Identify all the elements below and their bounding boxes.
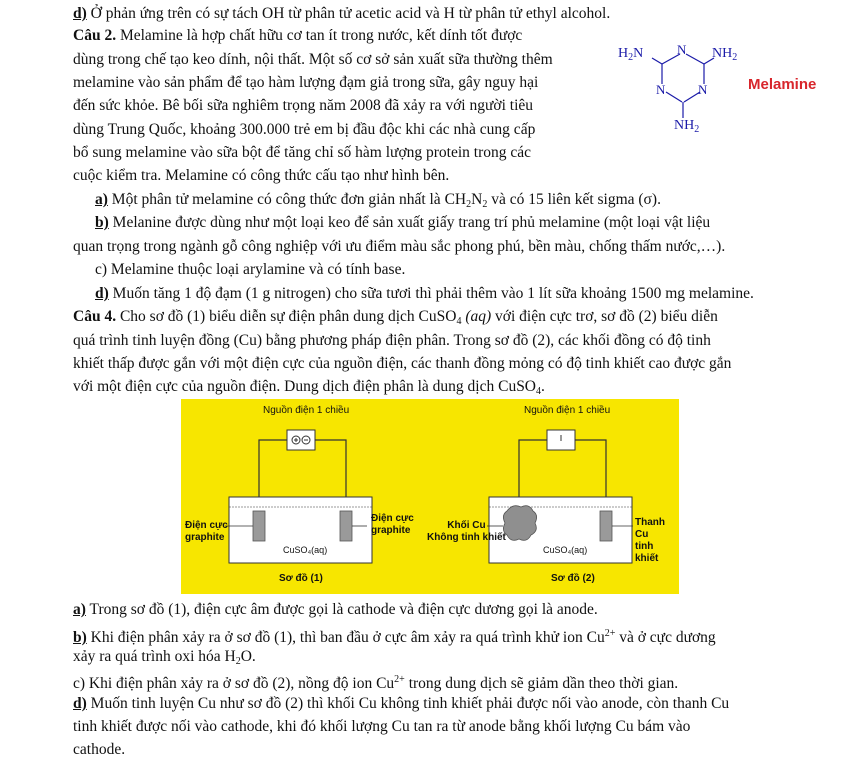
q4-statement-b-line-1: b) Khi điện phân xảy ra ở sơ đồ (1), thì ban đầu ở cực âm xảy ra quá trình khử ion $Cu^{2+}$ và ở cực dương: [73, 628, 716, 646]
q4-statement-a: a) Trong sơ đồ (1), điện cực âm được gọi là cathode và điện cực dương gọi là anode.: [73, 601, 598, 618]
q4-line-3: khiết thấp được gắn với một điện cực của nguồn điện, các thanh đồng mỏng có độ tinh khiết cao được gắn: [73, 355, 732, 372]
q4-title: Câu 4.: [73, 308, 117, 325]
d1-caption: Sơ đồ (1): [279, 573, 323, 584]
q2-line-7: cuộc kiểm tra. Melamine có công thức cấu tạo như hình bên.: [73, 167, 450, 184]
d2-impure-label: Khối Cu Không tinh khiết: [427, 520, 506, 543]
d1-right-electrode-label: Điện cực graphite: [371, 513, 414, 536]
melamine-label: Melamine: [748, 76, 817, 93]
power-source-1: [287, 430, 315, 450]
d2-solution-label: CuSO₄(aq): [543, 545, 588, 555]
ring-n-top: N: [677, 42, 687, 57]
ring-n-left: N: [656, 82, 666, 97]
statement-d-prev: [73, 4, 610, 24]
electrolysis-diagram: [181, 399, 679, 594]
q4-statement-d-line-2: tinh khiết được nối vào cathode, khi đó khối lượng Cu tan ra từ anode bằng khối lượng Cu bám vào: [73, 718, 691, 735]
q2-line-4: đến sức khỏe. Bê bối sữa nghiêm trọng năm 2008 đã xảy ra với người tiêu: [73, 97, 534, 114]
q2-line-5: dùng Trung Quốc, khoảng 300.000 trẻ em bị đầu độc khi các nhà cung cấp: [73, 121, 536, 138]
pure-cu-bar: [600, 511, 612, 541]
option-label: a): [73, 601, 86, 618]
q4-line-2: quá trình tinh luyện đồng (Cu) bằng phương pháp điện phân. Trong sơ đồ (2), các khối đồng có độ tinh: [73, 332, 711, 349]
electrolysis-diagram-svg: [181, 399, 679, 594]
q2-statement-d: d) Muốn tăng 1 độ đạm (1 g nitrogen) cho sữa tươi thì phải thêm vào 1 lít sữa khoảng 1500 mg melamine.: [95, 285, 754, 302]
q4-line-1: Câu 4. Cho sơ đồ (1) biểu diễn sự điện phân dung dịch CuSO$_4$ (aq) với điện cực trơ, sơ đồ (2) biểu diễn: [73, 308, 718, 327]
ring-n-right: N: [698, 82, 708, 97]
d2-pure-label: Thanh Cu tinh khiết: [635, 517, 665, 564]
d1-left-electrode-label: Điện cực graphite: [185, 520, 228, 543]
q2-line-6: bổ sung melamine vào sữa bột để tăng chỉ số hàm lượng protein trong các: [73, 144, 532, 161]
q4-statement-b-line-2: xảy ra quá trình oxi hóa $H_2O$.: [73, 648, 256, 667]
q2-statement-c: c) Melamine thuộc loại arylamine và có tính base.: [95, 261, 406, 278]
option-label: d): [95, 285, 109, 302]
nh2-group-bottom: $NH_2$: [674, 118, 700, 135]
statement-text: Ở phản ứng trên có sự tách OH từ phân tử acetic acid và H từ phân tử ethyl alcohol.: [86, 5, 611, 22]
option-label: b): [95, 214, 109, 231]
nh2-group-right: $NH_2$: [712, 46, 738, 63]
q2-statement-a: a) Một phân tử melamine có công thức đơn giản nhất là $CH_2N_2$ và có 15 liên kết sigma (σ).: [95, 191, 661, 210]
q2-line-3: melamine vào sản phẩm để tạo hàm lượng đạm giả trong sữa, gây nguy hại: [73, 74, 539, 91]
q4-statement-d-line-1: d) Muốn tinh luyện Cu như sơ đồ (2) thì khối Cu không tinh khiết phải được nối vào anode, còn thanh Cu: [73, 695, 730, 712]
graphite-electrode-right: [340, 511, 352, 541]
q2-title: Câu 2.: [73, 27, 117, 44]
d2-source-label: Nguồn điện 1 chiều: [524, 405, 611, 416]
q2-statement-b-line-2: quan trọng trong ngành gỗ công nghiệp với ưu điểm màu sắc phong phú, bền màu, chống thấm nước,…).: [73, 238, 726, 255]
option-label: b): [73, 629, 87, 646]
h2n-group: $H_2N$: [618, 46, 644, 63]
melamine-structure: [616, 40, 846, 140]
option-label: d): [73, 5, 87, 22]
q4-line-4: với một điện cực của nguồn điện. Dung dịch điện phân là dung dịch CuSO$_4$.: [73, 378, 545, 397]
option-label: a): [95, 191, 108, 208]
graphite-electrode-left: [253, 511, 265, 541]
q4-statement-d-line-3: cathode.: [73, 741, 126, 758]
q2-statement-b-line-1: b) Melanine được dùng như một loại keo để sản xuất giấy trang trí phủ melamine (một loại vật liệu: [95, 214, 711, 231]
d2-caption: Sơ đồ (2): [551, 573, 595, 584]
q2-text: Melamine là hợp chất hữu cơ tan ít trong nước, kết dính tốt được: [116, 27, 523, 44]
q4-statement-c: c) Khi điện phân xảy ra ở sơ đồ (2), nồng độ ion $Cu^{2+}$ trong dung dịch sẽ giảm dần theo thời gian.: [73, 674, 679, 692]
q2-line-2: dùng trong chế tạo keo dính, nội thất. Một số cơ sở sản xuất sữa thường thêm: [73, 51, 553, 68]
q2-line-1: [73, 26, 522, 46]
d1-solution-label: CuSO₄(aq): [283, 545, 328, 555]
d1-source-label: Nguồn điện 1 chiều: [263, 405, 350, 416]
option-label: d): [73, 695, 87, 712]
